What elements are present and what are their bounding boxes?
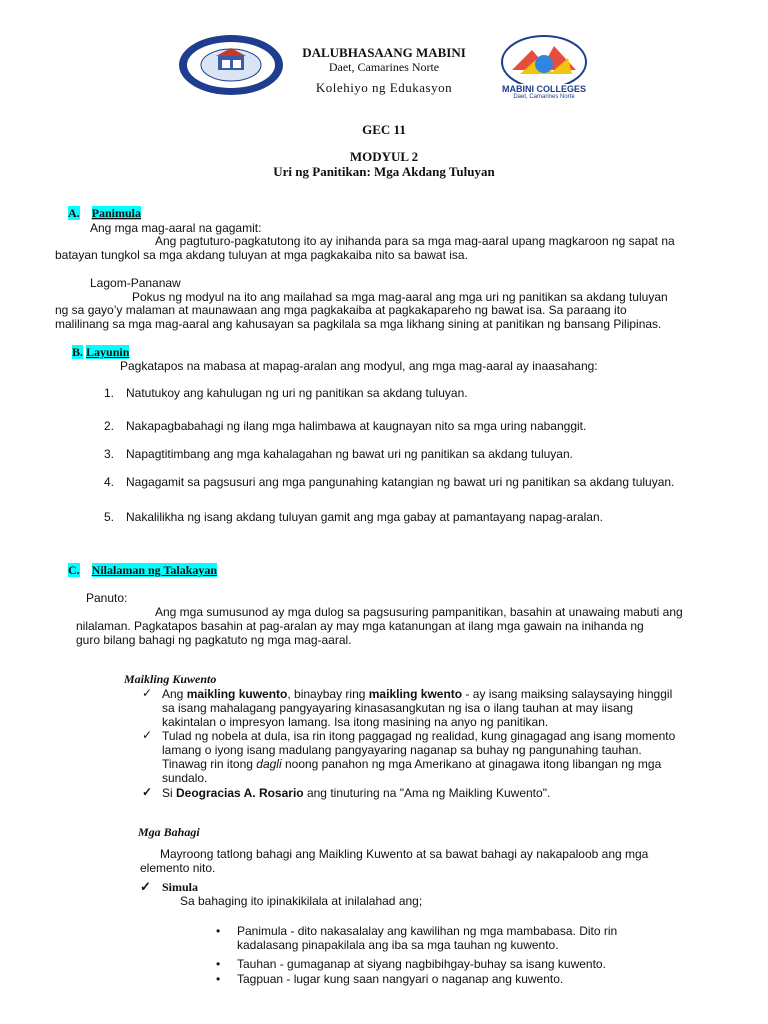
section-a-title: Panimula xyxy=(91,206,142,220)
definition-line-3: kakintalan o impresyon lamang. Isa itong masining na anyo ng panitikan. xyxy=(162,715,549,729)
module-title: Uri ng Panitikan: Mga Akdang Tuluyan xyxy=(273,164,495,179)
tagpuan-line: Tagpuan - lugar kung saan nangyari o naganap ang kuwento. xyxy=(237,972,564,986)
simula-description: Sa bahaging ito ipinakikilala at inilalahad ang; xyxy=(180,894,423,908)
realidad-line-2: lamang o iyong isang madulang pangyayaring naganap sa buhay ng pangunahing tauhan. xyxy=(162,743,642,757)
realidad-line-1: Tulad ng nobela at dula, isa rin itong paggagad ng realidad, kung ginagagad ang isang momento xyxy=(162,729,676,743)
mga-bahagi-heading: Mga Bahagi xyxy=(138,825,200,839)
objective-3-number: 3. xyxy=(104,447,115,461)
intro-label: Ang mga mag-aaral na gagamit: xyxy=(90,221,262,235)
section-a-heading xyxy=(68,206,141,220)
bullet-icon: • xyxy=(216,972,221,986)
section-a-letter: A. xyxy=(68,206,80,220)
tauhan-line: Tauhan - gumaganap at siyang nagbibihgay-buhay sa isang kuwento. xyxy=(237,957,606,971)
panuto-line-1: Ang mga sumusunod ay mga dulog sa pagsusuring pampanitikan, basahin at unawaing mabuti ang xyxy=(155,605,683,619)
objective-2-text: Nakapagbabahagi ng ilang mga halimbawa at kaugnayan nito sa mga uring nabanggit. xyxy=(126,419,587,433)
institution-location: Daet, Camarines Norte xyxy=(328,60,440,74)
lagom-label: Lagom-Pananaw xyxy=(90,276,181,290)
institution-name: DALUBHASAANG MABINI xyxy=(302,45,466,60)
realidad-line-3: Tinawag rin itong dagli noong panahon ng mga Amerikano at ginagawa itong libangan ng mga xyxy=(162,757,662,771)
panimula-line-1: Panimula - dito nakasalalay ang kawilihan ng mga mambabasa. Dito rin xyxy=(237,924,618,938)
lagom-line-3: malilinang sa mga mag-aaral ang kahusayan sa pagkilala sa mga likhang sining at panitikan ng bansang Pilipinas. xyxy=(55,317,662,331)
module-number: MODYUL 2 xyxy=(349,149,419,164)
course-code: GEC 11 xyxy=(362,122,406,137)
intro-line-1: Ang pagtuturo-pagkatutong ito ay inihanda para sa mga mag-aaral upang magkaroon ng sapat na xyxy=(155,234,675,248)
maikling-kuwento-heading: Maikling Kuwento xyxy=(124,672,217,686)
definition-line-1: Ang maikling kuwento, binaybay ring maikling kwento - ay isang maiksing salaysaying hinggil xyxy=(162,687,673,701)
bullet-icon: • xyxy=(216,924,221,938)
lagom-line-1: Pokus ng modyul na ito ang mailahad sa mga mag-aaral ang mga uri ng panitikan sa akdang tuluyan xyxy=(132,290,668,304)
objective-4-number: 4. xyxy=(104,475,115,489)
objectives-intro: Pagkatapos na mabasa at mapag-aralan ang modyul, ang mga mag-aaral ay inaasahang: xyxy=(120,359,598,373)
objective-5-number: 5. xyxy=(104,510,115,524)
objective-5-text: Nakalilikha ng isang akdang tuluyan gamit ang mga gabay at pamantayang napag-aralan. xyxy=(126,510,603,524)
section-c-title: Nilalaman ng Talakayan xyxy=(91,563,218,577)
college-of-education-logo xyxy=(492,34,596,100)
bahagi-intro-line-1: Mayroong tatlong bahagi ang Maikling Kuwento at sa bawat bahagi ay nakapaloob ang mga xyxy=(160,847,649,861)
objective-1-text: Natutukoy ang kahulugan ng uri ng panitikan sa akdang tuluyan. xyxy=(126,386,468,400)
bahagi-intro-line-2: elemento nito. xyxy=(140,861,216,875)
logo-college-location: Daet, Camarines Norte xyxy=(513,94,575,100)
section-b-heading xyxy=(72,345,129,360)
objective-4-text: Nagagamit sa pagsusuri ang mga pangunahing katangian ng bawat uri ng panitikan sa akdang tuluyan. xyxy=(126,475,675,489)
objective-3-text: Napagtitimbang ang mga kahalagahan ng bawat uri ng panitikan sa akdang tuluyan. xyxy=(126,447,573,461)
logo-college-name: MABINI COLLEGES xyxy=(501,84,586,94)
check-icon: ✓ xyxy=(140,879,151,894)
college-name: Kolehiyo ng Edukasyon xyxy=(315,80,453,95)
check-icon: ✓ xyxy=(142,728,153,742)
objective-1-number: 1. xyxy=(104,386,115,400)
bullet-icon: • xyxy=(216,957,221,971)
simula-label: Simula xyxy=(162,880,199,894)
panuto-line-3: guro bilang bahagi ng pagkatuto ng mga mag-aaral. xyxy=(76,633,352,647)
panimula-line-2: kadalasang pinapakilala ang iba sa mga tauhan ng kuwento. xyxy=(237,938,559,952)
ama-line: Si Deogracias A. Rosario ang tinuturing na "Ama ng Maikling Kuwento". xyxy=(162,786,551,800)
section-b-title: Layunin xyxy=(86,345,130,359)
lagom-line-2: ng sa gayo’y malaman at maunawaan ang mga pagkakaiba at pagkakapareho ng bawat isa. Sa paraang ito xyxy=(55,303,627,317)
section-c-letter: C. xyxy=(68,563,80,577)
section-c-heading xyxy=(68,563,217,578)
check-icon: ✓ xyxy=(142,686,153,700)
objective-2-number: 2. xyxy=(104,419,115,433)
definition-line-2: sa isang mahalagang pangyayaring kinasasangkutan ng isa o ilang tauhan at may iisang xyxy=(162,701,633,715)
check-icon: ✓ xyxy=(142,785,153,799)
panuto-label: Panuto: xyxy=(86,591,128,605)
section-b-letter: B. xyxy=(72,345,84,359)
realidad-line-4: sundalo. xyxy=(162,771,208,785)
panuto-line-2: nilalaman. Pagkatapos basahin at pag-aralan ay may mga katanungan at ilang mga gawain na inihanda ng xyxy=(76,619,644,633)
intro-line-2: batayan tungkol sa mga akdang tuluyan at mga pagkakaiba nito sa bawat isa. xyxy=(55,248,468,262)
